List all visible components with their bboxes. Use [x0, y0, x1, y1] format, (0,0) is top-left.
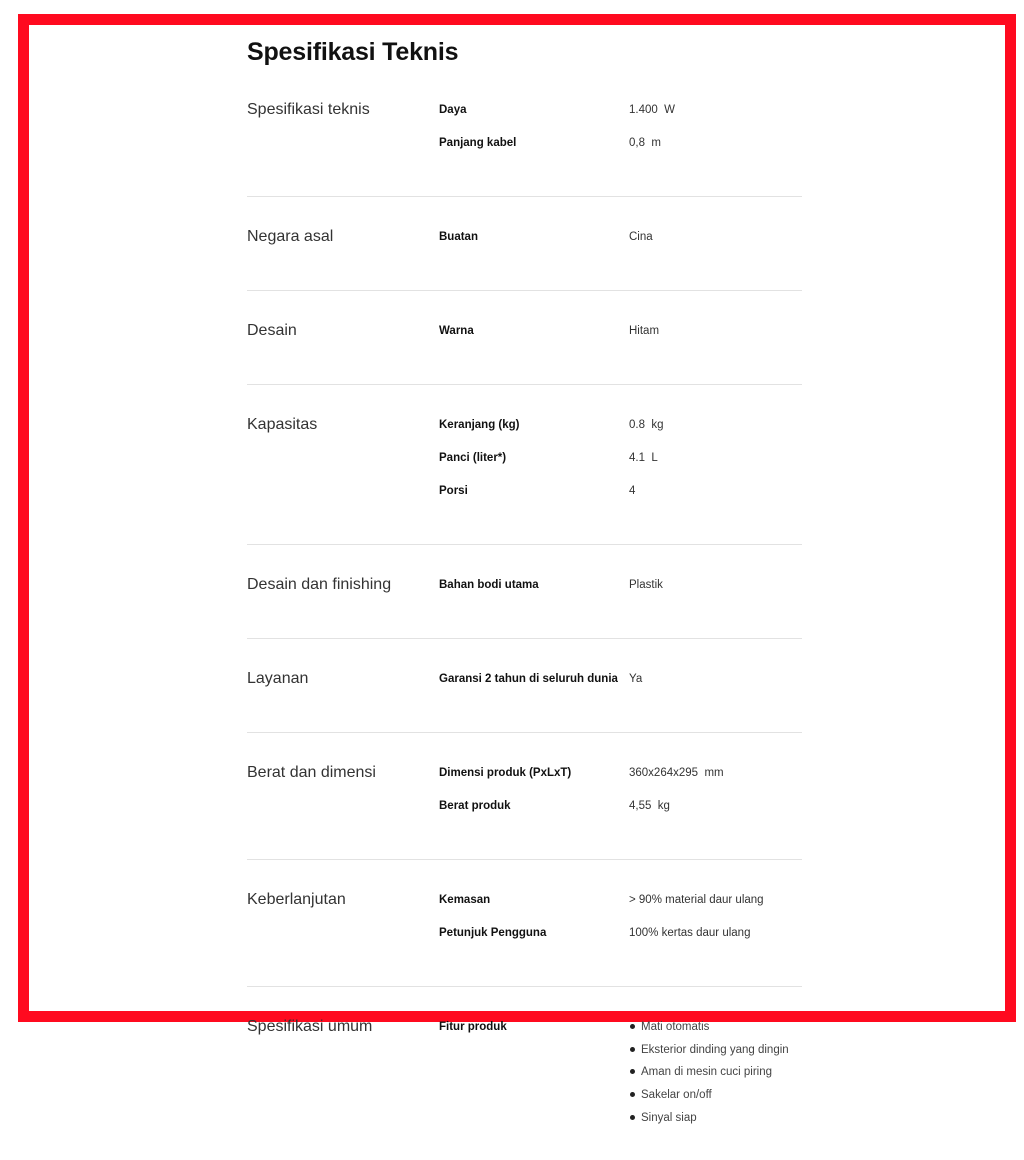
- feature-list: [629, 1017, 789, 1130]
- spec-section-design: [247, 290, 802, 384]
- spec-value: Plastik: [629, 579, 663, 591]
- spec-value: Cina: [629, 231, 653, 243]
- spec-value: 360x264x295 mm: [629, 767, 724, 779]
- spec-row: [439, 481, 802, 514]
- spec-value: Ya: [629, 673, 643, 685]
- section-label: Keberlanjutan: [247, 891, 346, 908]
- spec-value: 4,55 kg: [629, 800, 670, 812]
- spec-section-origin: [247, 196, 802, 290]
- spec-name: Warna: [439, 325, 474, 337]
- spec-section-sustainability: [247, 859, 802, 986]
- spec-sheet: [247, 36, 802, 1160]
- spec-name: Porsi: [439, 485, 468, 497]
- spec-name: Berat produk: [439, 800, 511, 812]
- spec-name: Daya: [439, 104, 467, 116]
- spec-name: Panjang kabel: [439, 137, 517, 149]
- spec-section-technical: [247, 86, 802, 196]
- spec-name: Garansi 2 tahun di seluruh dunia: [439, 673, 618, 685]
- spec-name: Buatan: [439, 231, 478, 243]
- spec-value: 0.8 kg: [629, 419, 664, 431]
- spec-value: 100% kertas daur ulang: [629, 927, 751, 939]
- spec-value: 0,8 m: [629, 137, 661, 149]
- spec-row: [439, 763, 802, 796]
- spec-section-weight-dimensions: [247, 732, 802, 859]
- spec-name: Keranjang (kg): [439, 419, 520, 431]
- feature-item: Sinyal siap: [629, 1108, 789, 1131]
- spec-section-general: [247, 986, 802, 1160]
- spec-section-service: [247, 638, 802, 732]
- spec-row: [439, 575, 802, 608]
- section-label: Layanan: [247, 670, 309, 687]
- spec-row: [439, 796, 802, 829]
- spec-row: [439, 890, 802, 923]
- spec-row: [439, 923, 802, 956]
- section-label: Spesifikasi umum: [247, 1018, 373, 1035]
- spec-row: [439, 100, 802, 133]
- section-label: Negara asal: [247, 228, 334, 245]
- section-label: Spesifikasi teknis: [247, 101, 370, 118]
- spec-value: 4: [629, 485, 636, 497]
- spec-row: [439, 669, 802, 702]
- section-label: Desain dan finishing: [247, 576, 392, 593]
- spec-row: [439, 133, 802, 166]
- feature-item: Sakelar on/off: [629, 1085, 789, 1108]
- spec-row: [439, 1017, 802, 1130]
- page-title: Spesifikasi Teknis: [247, 38, 459, 66]
- spec-name: Bahan bodi utama: [439, 579, 539, 591]
- feature-item: Aman di mesin cuci piring: [629, 1062, 789, 1085]
- spec-row: [439, 321, 802, 354]
- spec-value: Hitam: [629, 325, 660, 337]
- feature-item: Mati otomatis: [629, 1017, 789, 1040]
- spec-name: Fitur produk: [439, 1021, 507, 1033]
- spec-name: Petunjuk Pengguna: [439, 927, 547, 939]
- spec-row: [439, 415, 802, 448]
- section-label: Desain: [247, 322, 297, 339]
- spec-name: Dimensi produk (PxLxT): [439, 767, 572, 779]
- spec-row: [439, 448, 802, 481]
- spec-row: [439, 227, 802, 260]
- spec-section-capacity: [247, 384, 802, 544]
- section-label: Berat dan dimensi: [247, 764, 376, 781]
- spec-name: Panci (liter*): [439, 452, 507, 464]
- spec-section-finishing: [247, 544, 802, 638]
- spec-value: 4.1 L: [629, 452, 658, 464]
- feature-item: Eksterior dinding yang dingin: [629, 1040, 789, 1063]
- spec-value: 1.400 W: [629, 104, 676, 116]
- spec-value: > 90% material daur ulang: [629, 894, 764, 906]
- section-label: Kapasitas: [247, 416, 318, 433]
- spec-name: Kemasan: [439, 894, 491, 906]
